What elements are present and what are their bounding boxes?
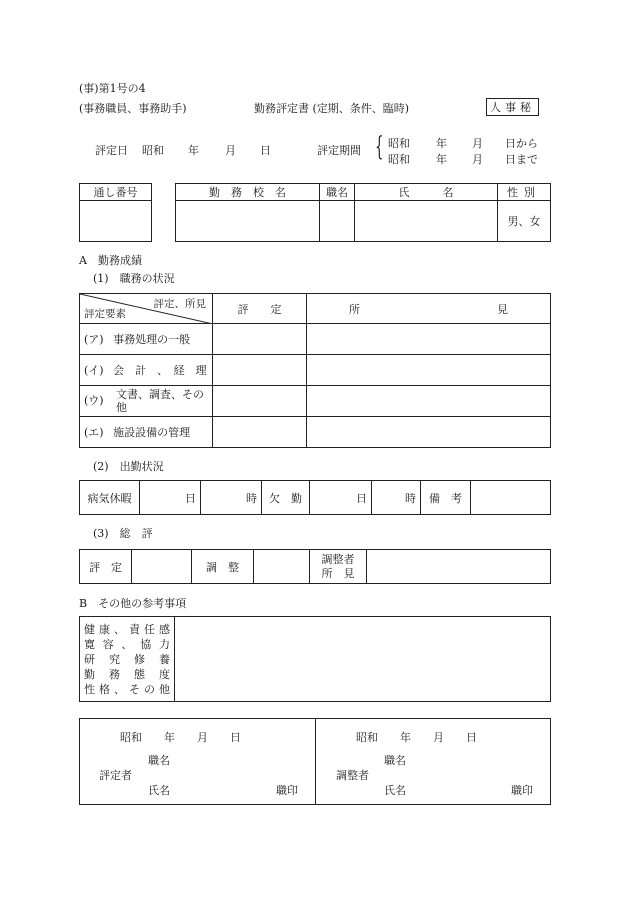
section-a-title: A 勤務成績 bbox=[79, 254, 142, 267]
section-a-sub3: (3) 総 評 bbox=[93, 527, 153, 540]
ref-item: 勤務態度 bbox=[84, 667, 170, 681]
duty-row-obs[interactable] bbox=[307, 355, 551, 386]
summary-adjust-label: 調 整 bbox=[192, 550, 254, 584]
diag-bottom-label: 評定要素 bbox=[84, 308, 126, 320]
adjuster-obs-field[interactable] bbox=[367, 550, 551, 584]
evaluator-seal-label: 職印 bbox=[276, 784, 298, 797]
adjuster-seal-label: 職印 bbox=[511, 784, 533, 797]
eval-date-day: 日 bbox=[260, 144, 271, 157]
summary-adjust-field[interactable] bbox=[254, 550, 310, 584]
duty-row-obs[interactable] bbox=[307, 417, 551, 448]
reference-items bbox=[80, 617, 175, 702]
duty-row-eval[interactable] bbox=[213, 355, 307, 386]
duty-row-obs[interactable] bbox=[307, 324, 551, 355]
adjuster-obs-line2: 所 見 bbox=[321, 566, 355, 580]
remarks-field[interactable] bbox=[471, 481, 551, 515]
form-title: 勤務評定書 (定期、条件、臨時) bbox=[254, 102, 410, 115]
period-from-year: 年 bbox=[436, 137, 447, 150]
eval-date-era: 昭和 bbox=[142, 144, 164, 157]
gender-label: 性別 bbox=[498, 184, 551, 201]
summary-eval-label: 評 定 bbox=[80, 550, 132, 584]
absence-hours[interactable]: 時 bbox=[372, 481, 421, 515]
adjuster-name-label: 氏名 bbox=[384, 784, 406, 797]
adjuster-obs-label bbox=[310, 550, 367, 584]
duty-row-obs[interactable] bbox=[307, 386, 551, 417]
section-b-title: B その他の参考事項 bbox=[79, 597, 187, 610]
duty-row-mark: (ア) bbox=[84, 333, 104, 346]
duty-row-text: 文書、調査、その他 bbox=[116, 388, 204, 414]
eval-col-header: 評 定 bbox=[213, 294, 307, 324]
remarks-label: 備 考 bbox=[421, 481, 471, 515]
form-code: (事)第1号の4 bbox=[79, 82, 146, 95]
duty-row-eval[interactable] bbox=[213, 417, 307, 448]
eval-date-year: 年 bbox=[188, 144, 199, 157]
duty-table bbox=[79, 293, 551, 448]
school-label: 勤 務 校 名 bbox=[176, 184, 320, 201]
duty-row-mark: (ウ) bbox=[84, 394, 104, 407]
adjuster-obs-line1: 調整者 bbox=[321, 552, 355, 566]
duty-row-text: 会 計 、 経 理 bbox=[113, 364, 207, 377]
period-from-era: 昭和 bbox=[388, 137, 410, 150]
position-label: 職名 bbox=[320, 184, 355, 201]
duty-row-label bbox=[80, 386, 213, 417]
duty-row-text: 施設設備の管理 bbox=[113, 426, 191, 439]
serial-field[interactable] bbox=[80, 201, 152, 242]
name-label: 氏 名 bbox=[355, 184, 498, 201]
eval-date-label: 評定日 bbox=[95, 144, 128, 157]
absence-label: 欠 勤 bbox=[262, 481, 310, 515]
evaluator-name-label: 氏名 bbox=[148, 784, 170, 797]
gender-options[interactable]: 男、女 bbox=[498, 201, 551, 242]
reference-field[interactable] bbox=[175, 617, 551, 702]
evaluator-label: 評定者 bbox=[99, 769, 132, 782]
diag-top-label: 評定、所見 bbox=[153, 298, 206, 310]
sick-leave-label: 病気休暇 bbox=[80, 481, 140, 515]
school-field[interactable] bbox=[176, 201, 320, 242]
obs-char-2: 見 bbox=[497, 302, 508, 316]
position-field[interactable] bbox=[320, 201, 355, 242]
name-field[interactable] bbox=[355, 201, 498, 242]
ref-item: 研究修養 bbox=[84, 652, 170, 666]
diagonal-header-cell bbox=[80, 294, 213, 324]
sick-days[interactable]: 日 bbox=[140, 481, 201, 515]
duty-row-text: 事務処理の一般 bbox=[113, 333, 191, 346]
section-a-sub2: (2) 出勤状況 bbox=[93, 460, 164, 473]
duty-row-label bbox=[80, 324, 213, 355]
evaluator-sign-cell[interactable] bbox=[80, 719, 316, 805]
period-from-suffix: 日から bbox=[505, 137, 538, 150]
confidential-stamp: 人事秘 bbox=[486, 98, 539, 116]
adjuster-date: 昭和 年 月 日 bbox=[356, 731, 477, 744]
attendance-table bbox=[79, 480, 551, 515]
adjuster-sign-cell[interactable] bbox=[316, 719, 551, 805]
duty-row-mark: (エ) bbox=[84, 426, 104, 439]
sick-hours[interactable]: 時 bbox=[201, 481, 262, 515]
ref-item: 性格、その他 bbox=[84, 682, 170, 696]
signature-table bbox=[79, 718, 551, 805]
adjuster-post-label: 職名 bbox=[384, 754, 406, 767]
duty-row-label bbox=[80, 417, 213, 448]
period-brace: { bbox=[375, 132, 384, 162]
duty-row-label bbox=[80, 355, 213, 386]
section-a-sub1: (1) 職務の状況 bbox=[93, 272, 175, 285]
period-to-suffix: 日まで bbox=[505, 153, 538, 166]
info-table bbox=[175, 183, 551, 242]
ref-item: 健康、責任感 bbox=[84, 622, 170, 636]
observation-col-header bbox=[307, 294, 551, 324]
serial-table bbox=[79, 183, 152, 242]
period-to-era: 昭和 bbox=[388, 153, 410, 166]
summary-eval-field[interactable] bbox=[132, 550, 192, 584]
summary-table bbox=[79, 549, 551, 584]
period-to-month: 月 bbox=[472, 153, 483, 166]
staff-category: (事務職員、事務助手) bbox=[79, 102, 187, 115]
evaluator-date: 昭和 年 月 日 bbox=[120, 731, 241, 744]
duty-row-eval[interactable] bbox=[213, 386, 307, 417]
duty-row-eval[interactable] bbox=[213, 324, 307, 355]
eval-period-label: 評定期間 bbox=[317, 144, 361, 157]
ref-item: 寛容、協力 bbox=[84, 637, 170, 651]
period-to-year: 年 bbox=[436, 153, 447, 166]
period-from-month: 月 bbox=[472, 137, 483, 150]
reference-table bbox=[79, 616, 551, 702]
evaluator-post-label: 職名 bbox=[148, 754, 170, 767]
obs-char-1: 所 bbox=[349, 302, 360, 316]
adjuster-label: 調整者 bbox=[336, 769, 369, 782]
duty-row-mark: (イ) bbox=[84, 364, 104, 377]
serial-label: 通し番号 bbox=[80, 184, 152, 201]
eval-date-month: 月 bbox=[225, 144, 236, 157]
absence-days[interactable]: 日 bbox=[310, 481, 372, 515]
